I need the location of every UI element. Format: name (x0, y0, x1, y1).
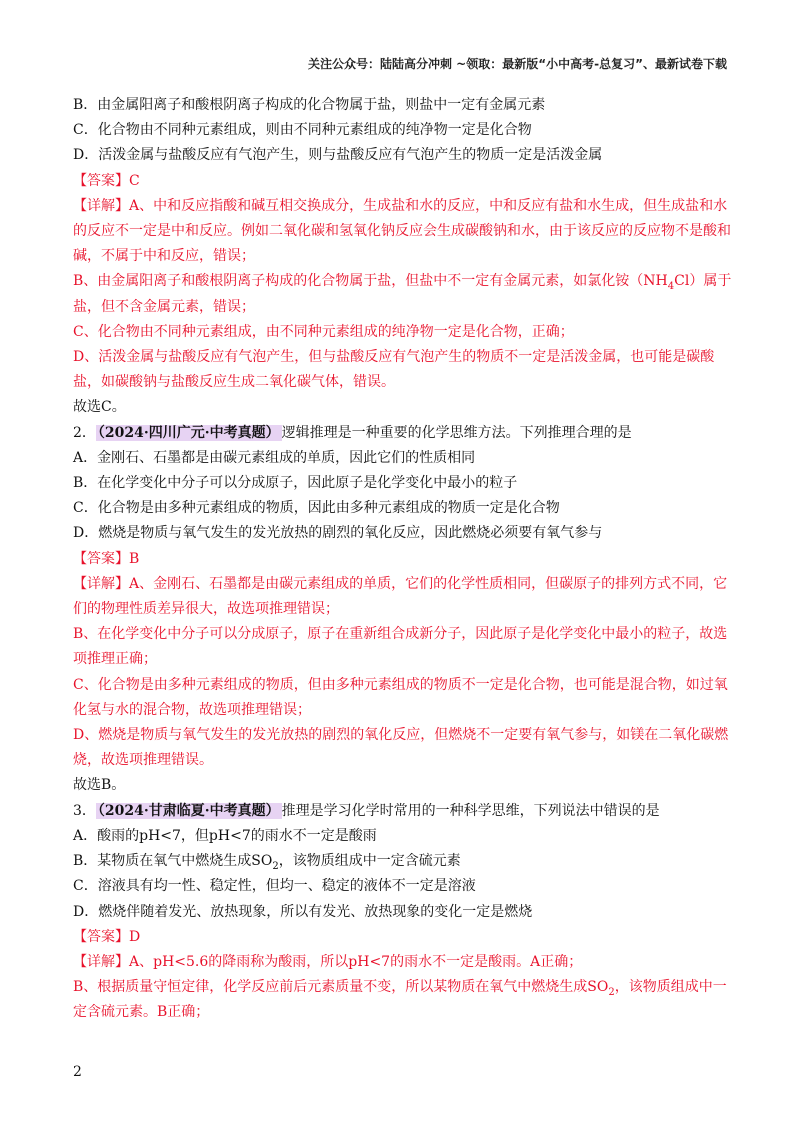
q2-detail-d: D、燃烧是物质与氧气发生的发光放热的剧烈的氧化反应，但燃烧不一定要有氧气参与，如镁在二氧化碳燃烧，故选项推理错误。 (73, 727, 729, 769)
q3-answer (73, 925, 733, 950)
q2-stem (73, 421, 733, 446)
q1-detail-d: D、活泼金属与盐酸反应有气泡产生，但与盐酸反应有气泡产生的物质不一定是活泼金属，也可能是碳酸盐，如碳酸钠与盐酸反应生成二氧化碳气体，错误。 (73, 349, 715, 391)
detail-label: 【详解】 (73, 953, 129, 970)
page-header: 关注公众号：陆陆高分冲刺 ~领取：最新版“小中高考-总复习”、最新试卷下载 (308, 57, 727, 71)
question-source: （2024·四川广元·中考真题） (97, 424, 280, 441)
q1-detail-c: C、化合物由不同种元素组成，由不同种元素组成的纯净物一定是化合物，正确； (73, 323, 574, 340)
detail-text: B、由金属阳离子和酸根阴离子构成的化合物属于盐，但盐中不一定有金属元素，如氯化铵（NH (73, 273, 668, 290)
q3-option-c: C．溶液具有均一性、稳定性，但均一、稳定的液体不一定是溶液 (73, 878, 476, 895)
subscript: 2 (608, 986, 615, 998)
q2-answer (73, 547, 733, 572)
detail-text: Cl）属于盐，但不含金属元素，错误； (73, 273, 732, 315)
subscript: 2 (272, 860, 279, 872)
q2-detail-c: C、化合物是由多种元素组成的物质，但由多种元素组成的物质不一定是化合物，也可能是混合物，如过氧化氢与水的混合物，故选项推理错误； (73, 676, 728, 718)
question-number: 3． (73, 802, 96, 819)
q3-stem (73, 799, 733, 824)
q3-option-a: A．酸雨的pH<7，但pH<7的雨水不一定是酸雨 (73, 827, 377, 844)
detail-text: ，该物质组成中一定含硫元素。B正确； (73, 979, 727, 1021)
q2-option-b: B．在化学变化中分子可以分成原子，因此原子是化学变化中最小的粒子 (73, 475, 518, 492)
detail-text: A、pH<5.6的降雨称为酸雨，所以pH<7的雨水不一定是酸雨。A正确； (129, 953, 583, 970)
detail-text: B、根据质量守恒定律，化学反应前后元素质量不变，所以某物质在氧气中燃烧生成SO (73, 979, 609, 996)
q1-option-d: D．活泼金属与盐酸反应有气泡产生，则与盐酸反应有气泡产生的物质一定是活泼金属 (73, 147, 603, 164)
answer-label: 【答案】 (73, 172, 129, 189)
answer-value: B (129, 550, 140, 567)
detail-label: 【详解】 (73, 575, 129, 592)
q1-answer (73, 169, 733, 194)
question-source: （2024·甘肃临夏·中考真题） (97, 802, 280, 819)
q2-detail-a (73, 572, 733, 622)
q2-conclusion: 故选B。 (73, 777, 126, 794)
q2-option-c: C．化合物是由多种元素组成的物质，因此由多种元素组成的物质一定是化合物 (73, 500, 560, 517)
question-number: 2． (73, 424, 96, 441)
document-body (73, 93, 733, 1026)
q3-option-d: D．燃烧伴随着发光、放热现象，所以有发光、放热现象的变化一定是燃烧 (73, 903, 533, 920)
answer-value: D (129, 928, 141, 945)
q3-detail-a (73, 950, 733, 975)
q1-option-b: B．由金属阳离子和酸根阴离子构成的化合物属于盐，则盐中一定有金属元素 (73, 97, 546, 113)
detail-label: 【详解】 (73, 197, 129, 214)
detail-text: A、金刚石、石墨都是由碳元素组成的单质，它们的化学性质相同，但碳原子的排列方式不同，它们的物理性质差异很大，故选项推理错误； (73, 575, 728, 618)
q3-option-b (73, 849, 733, 874)
option-text: B．某物质在氧气中燃烧生成SO (73, 853, 273, 870)
q1-conclusion: 故选C。 (73, 399, 126, 416)
answer-label: 【答案】 (73, 550, 129, 567)
detail-text: A、中和反应指酸和碱互相交换成分，生成盐和水的反应，中和反应有盐和水生成，但生成盐和水的反应不一定是中和反应。例如二氧化碳和氢氧化钠反应会生成碳酸钠和水，由于该反应的反应物不是酸和碱，不属于中和反应，错误； (73, 197, 731, 265)
subscript: 4 (667, 281, 675, 293)
answer-value: C (129, 172, 140, 189)
q2-option-d: D．燃烧是物质与氧气发生的发光放热的剧烈的氧化反应，因此燃烧必须要有氧气参与 (73, 525, 603, 542)
q1-option-c: C．化合物由不同种元素组成，则由不同种元素组成的纯净物一定是化合物 (73, 122, 532, 139)
q1-detail-b (73, 269, 733, 319)
option-text: ，该物质组成中一定含硫元素 (278, 853, 461, 870)
q3-detail-b (73, 975, 733, 1025)
question-text: 逻辑推理是一种重要的化学思维方法。下列推理合理的是 (281, 424, 632, 441)
q2-option-a: A．金刚石、石墨都是由碳元素组成的单质，因此它们的性质相同 (73, 449, 476, 466)
q2-detail-b: B、在化学变化中分子可以分成原子，原子在重新组合成新分子，因此原子是化学变化中最小的粒子，故选项推理正确； (73, 626, 728, 668)
q1-detail-a (73, 194, 733, 270)
answer-label: 【答案】 (73, 928, 129, 945)
question-text: 推理是学习化学时常用的一种科学思维，下列说法中错误的是 (281, 802, 660, 819)
page-number: 2 (73, 1064, 82, 1080)
